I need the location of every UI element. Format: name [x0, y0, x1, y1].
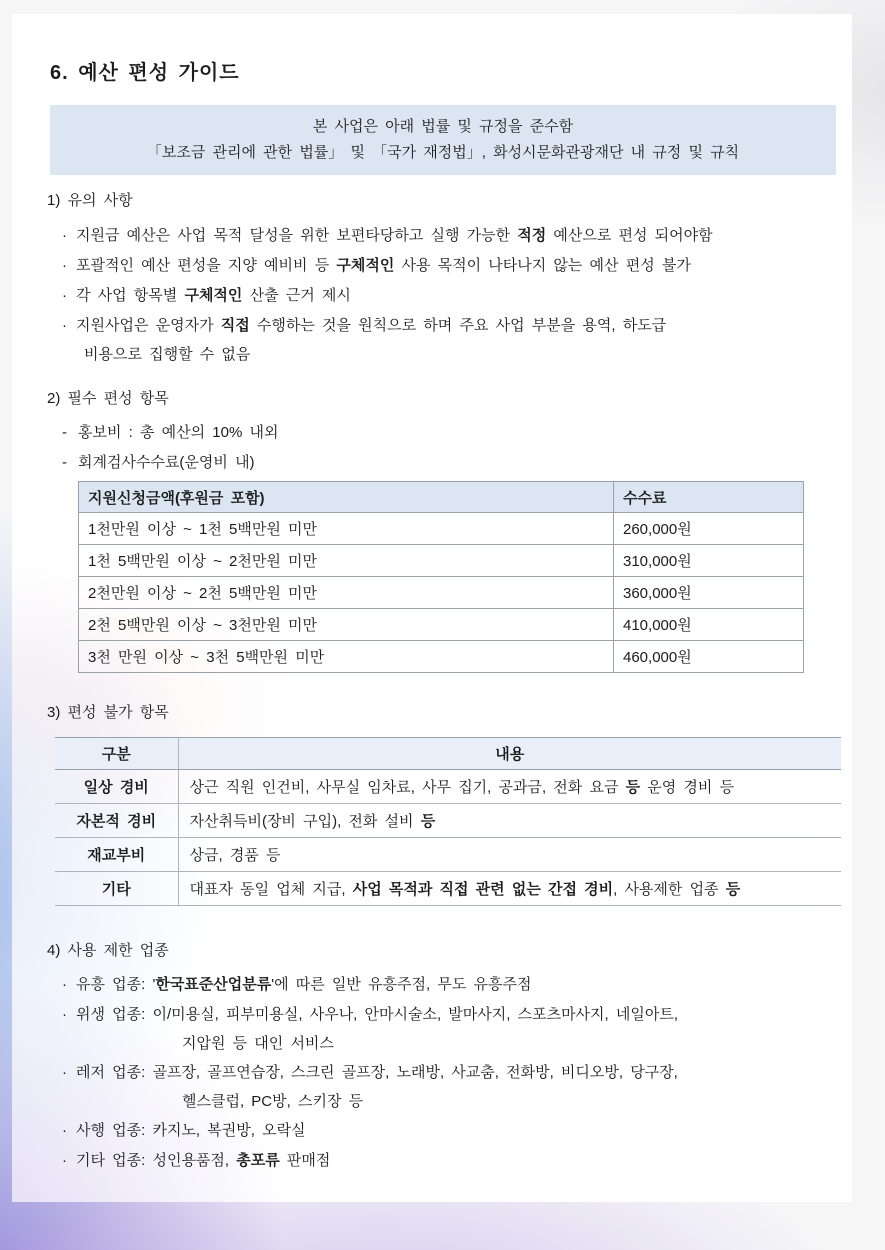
bullet-continuation: 지압원 등 대인 서비스 [182, 1035, 334, 1052]
category-table-header-row [55, 738, 841, 770]
bullet-text: 유흥 업종: '한국표준산업분류'에 따른 일반 유흥주점, 무도 유흥주점 [76, 976, 532, 993]
content-cell: 대표자 동일 업체 지급, 사업 목적과 직접 관련 없는 간접 경비, 사용제한 업종 등 [178, 872, 841, 906]
content-cell: 상금, 경품 등 [178, 838, 841, 872]
fee-table-header-fee: 수수료 [614, 482, 804, 513]
category-table-header-type: 구분 [55, 738, 178, 770]
category-cell: 자본적 경비 [55, 804, 178, 838]
bullet-text: 레저 업종: 골프장, 골프연습장, 스크린 골프장, 노래방, 사교춤, 전화방, 비디오방, 당구장, [76, 1064, 678, 1081]
bullet-dot: · [62, 317, 67, 334]
table-row [55, 770, 841, 804]
section-2-heading: 2) 필수 편성 항목 [47, 390, 169, 407]
bullet-continuation: 비용으로 집행할 수 없음 [84, 346, 251, 363]
section-4-heading: 4) 사용 제한 업종 [47, 942, 169, 959]
category-cell: 기타 [55, 872, 178, 906]
category-cell: 재교부비 [55, 838, 178, 872]
bullet-dot: · [62, 1064, 67, 1081]
bullet-item [47, 1116, 832, 1146]
amount-range-cell: 3천 만원 이상 ~ 3천 5백만원 미만 [79, 641, 614, 673]
bullet-item [47, 1058, 832, 1088]
section-1-heading: 1) 유의 사항 [47, 192, 133, 209]
bullet-text: 각 사업 항목별 구체적인 산출 근거 제시 [76, 287, 351, 304]
bullet-dot: · [62, 227, 67, 244]
bullet-continuation: 헬스클럽, PC방, 스키장 등 [182, 1093, 364, 1110]
amount-range-cell: 1천 5백만원 이상 ~ 2천만원 미만 [79, 545, 614, 577]
section-restricted-businesses [47, 940, 832, 1176]
prohibited-items-table [55, 737, 841, 906]
bullet-text: 포괄적인 예산 편성을 지양 예비비 등 구체적인 사용 목적이 나타나지 않는 예산 편성 불가 [76, 257, 691, 274]
amount-range-cell: 2천 5백만원 이상 ~ 3천만원 미만 [79, 609, 614, 641]
fee-cell: 310,000원 [614, 545, 804, 577]
amount-range-cell: 1천만원 이상 ~ 1천 5백만원 미만 [79, 513, 614, 545]
table-row [79, 513, 804, 545]
bullet-dot: · [62, 287, 67, 304]
amount-range-cell: 2천만원 이상 ~ 2천 5백만원 미만 [79, 577, 614, 609]
bullet-item [47, 221, 832, 251]
content-cell: 자산취득비(장비 구입), 전화 설비 등 [178, 804, 841, 838]
notice-line-1: 본 사업은 아래 법률 및 규정을 준수함 [312, 118, 574, 135]
bullet-item [47, 1146, 832, 1176]
section-4-bullet-list [47, 970, 832, 1176]
bullet-text: 지원사업은 운영자가 직접 수행하는 것을 원칙으로 하며 주요 사업 부분을 용역, 하도급 [76, 317, 667, 334]
list-item [47, 418, 832, 448]
section-1-bullet-list [47, 221, 832, 369]
bullet-text: 위생 업종: 이/미용실, 피부미용실, 사우나, 안마시술소, 발마사지, 스포츠마사지, 네일아트, [76, 1006, 679, 1023]
bullet-dot: · [62, 1152, 67, 1169]
fee-table [78, 481, 804, 673]
section-prohibited-items [47, 702, 832, 724]
section-precautions [47, 190, 832, 369]
table-row [55, 872, 841, 906]
document-page [12, 14, 852, 1202]
bullet-item [47, 311, 832, 341]
list-item [47, 448, 832, 478]
page-title: 6. 예산 편성 가이드 [50, 62, 240, 84]
notice-line-2: 「보조금 관리에 관한 법률」 및 「국가 재정법」, 화성시문화관광재단 내 규정 및 규칙 [146, 144, 740, 161]
category-table-header-content: 내용 [178, 738, 841, 770]
bullet-text: 기타 업종: 성인용품점, 총포류 판매점 [76, 1152, 331, 1169]
bullet-text: 지원금 예산은 사업 목적 달성을 위한 보편타당하고 실행 가능한 적정 예산으로 편성 되어야함 [76, 227, 713, 244]
bullet-text: 사행 업종: 카지노, 복권방, 오락실 [76, 1122, 306, 1139]
section-required-items [47, 388, 832, 478]
table-row [55, 838, 841, 872]
notice-box [50, 105, 836, 175]
table-row [79, 577, 804, 609]
bullet-dot: · [62, 1122, 67, 1139]
dash-marker: - [62, 454, 67, 471]
list-item-text: 홍보비 : 총 예산의 10% 내외 [78, 424, 279, 441]
fee-table-header-amount: 지원신청금액(후원금 포함) [79, 482, 614, 513]
table-row [79, 545, 804, 577]
fee-cell: 360,000원 [614, 577, 804, 609]
section-3-heading: 3) 편성 불가 항목 [47, 704, 169, 721]
fee-cell: 460,000원 [614, 641, 804, 673]
table-row [79, 609, 804, 641]
bullet-item [47, 970, 832, 1000]
table-row [55, 804, 841, 838]
fee-table-header-row [79, 482, 804, 513]
bullet-item [47, 251, 832, 281]
category-cell: 일상 경비 [55, 770, 178, 804]
dash-marker: - [62, 424, 67, 441]
content-cell: 상근 직원 인건비, 사무실 임차료, 사무 집기, 공과금, 전화 요금 등 운영 경비 등 [178, 770, 841, 804]
bullet-item [47, 281, 832, 311]
section-2-item-list [47, 418, 832, 478]
fee-cell: 410,000원 [614, 609, 804, 641]
list-item-text: 회계검사수수료(운영비 내) [78, 454, 255, 471]
bullet-dot: · [62, 1006, 67, 1023]
bullet-item [47, 1000, 832, 1030]
table-row [79, 641, 804, 673]
bullet-dot: · [62, 257, 67, 274]
fee-cell: 260,000원 [614, 513, 804, 545]
bullet-dot: · [62, 976, 67, 993]
